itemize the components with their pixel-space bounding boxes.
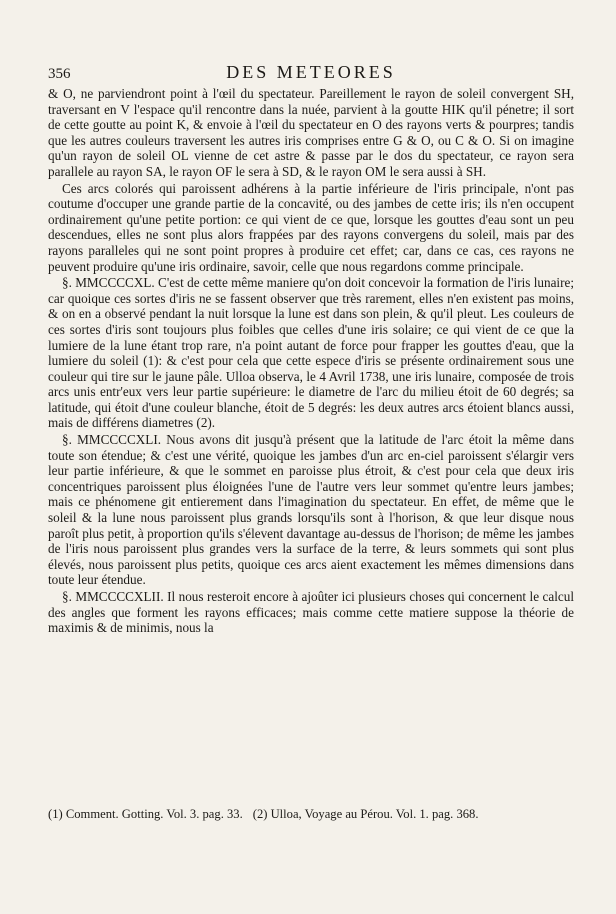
paragraph-section-2442: §. MMCCCCXLII. Il nous resteroit encore à ajoûter ici plusieurs choses qui concernent le calcul des angles que forment les rayons efficaces; mais comme cette matiere suppose la théorie de maximis & de minimis, nous la <box>48 589 574 636</box>
page-number: 356 <box>48 66 71 82</box>
footnote-2: (2) Ulloa, Voyage au Pérou. Vol. 1. pag. 368. <box>252 807 479 821</box>
footnote-1: (1) Comment. Gotting. Vol. 3. pag. 33. <box>48 807 243 821</box>
running-title: DES METEORES <box>226 62 396 82</box>
paragraph-continuation: & O, ne parviendront point à l'œil du spectateur. Pareillement le rayon de soleil convergent SH, traversant en V l'espace qu'il rencontre dans la nuée, parvient à la goutte HIK qu'il pénetre; il sort de cette goutte au point K, & envoie à l'œil du spectateur en O des rayons verts & pourpres; tandis que les autres couleurs traversent les autres iris comprises entre G & O, ou C & O. Si on imagine qu'un rayon de soleil OL vienne de cet astre & passe par le dos du spectateur, ce rayon sera parallele au rayon SA, le rayon OF le sera à SD, & le rayon OM le sera aussi à SH. <box>48 86 574 179</box>
paragraph-section-2440: §. MMCCCCXL. C'est de cette même maniere qu'on doit concevoir la formation de l'iris lunaire; car quoique ces sortes d'iris ne se fassent observer que très rarement, elles n'en existent pas moins, & on en a observé pendant la nuit lorsque la lune est dans son plein, & qu'il pleut. Les couleurs de ces sortes d'iris sont toujours plus foibles que celles d'une iris solaire; ce qui vient de ce que la lumiere de la lune étant trop rare, n'a point autant de force pour frapper les gouttes d'eau, que la lumiere du soleil (1): & c'est pour cela que cette espece d'iris se présente ordinairement sous une couleur qui tire sur le jaune pâle. Ulloa observa, le 4 Avril 1738, une iris lunaire, composée de trois arcs unis entr'eux vers leur partie supérieure: le diametre de l'arc du milieu étoit de 60 degrés; sa latitude, qui étoit d'une couleur blanche, étoit de 5 degrés: les deux autres arcs étoient blancs aussi, mais de différens diametres (2). <box>48 275 574 431</box>
footnotes <box>48 807 574 822</box>
paragraph-colored-arcs: Ces arcs colorés qui paroissent adhérens à la partie inférieure de l'iris principale, n'ont pas coutume d'occuper une grande partie de la concavité, ou des jambes de cette iris; ils n'en occupent ordinairement qu'une petite portion: ce qui vient de ce que, lorsque les gouttes d'eau sont un peu descendues, elles ne sont plus alors frappées par des rayons convergens du soleil, mais par des rayons paralleles qui ne sont point propres à produire cet effet; car, dans ce cas, ces rayons ne peuvent produire qu'une iris ordinaire, savoir, celle que nous regardons comme principale. <box>48 180 574 274</box>
page-header <box>48 62 574 82</box>
body-text <box>48 86 574 636</box>
paragraph-section-2441: §. MMCCCCXLI. Nous avons dit jusqu'à présent que la latitude de l'arc étoit la même dans toute son étendue; & c'est une vérité, quoique les jambes d'un arc en-ciel paroissent s'élargir vers leur partie inférieure, & que le sommet en paroisse plus étroit, & c'est pour cela que deux iris concentriques paroissent plus éloignées l'une de l'autre vers leur sommet qu'entre leurs jambes; mais ce phénomene git entierement dans l'imagination du spectateur. En effet, de même que le soleil & la lune nous paroissent plus grands lorsqu'ils sont à l'horison, & que leur disque nous paroît plus petit, à proportion qu'ils s'élevent davantage au-dessus de l'horison; de même les jambes de l'iris nous paroissent plus grandes vers la surface de la terre, & leurs sommets qui sont plus élevés, nous paroissent plus petits, quoique ces arcs aient exactement les mêmes dimensions dans toute leur étendue. <box>48 432 574 588</box>
